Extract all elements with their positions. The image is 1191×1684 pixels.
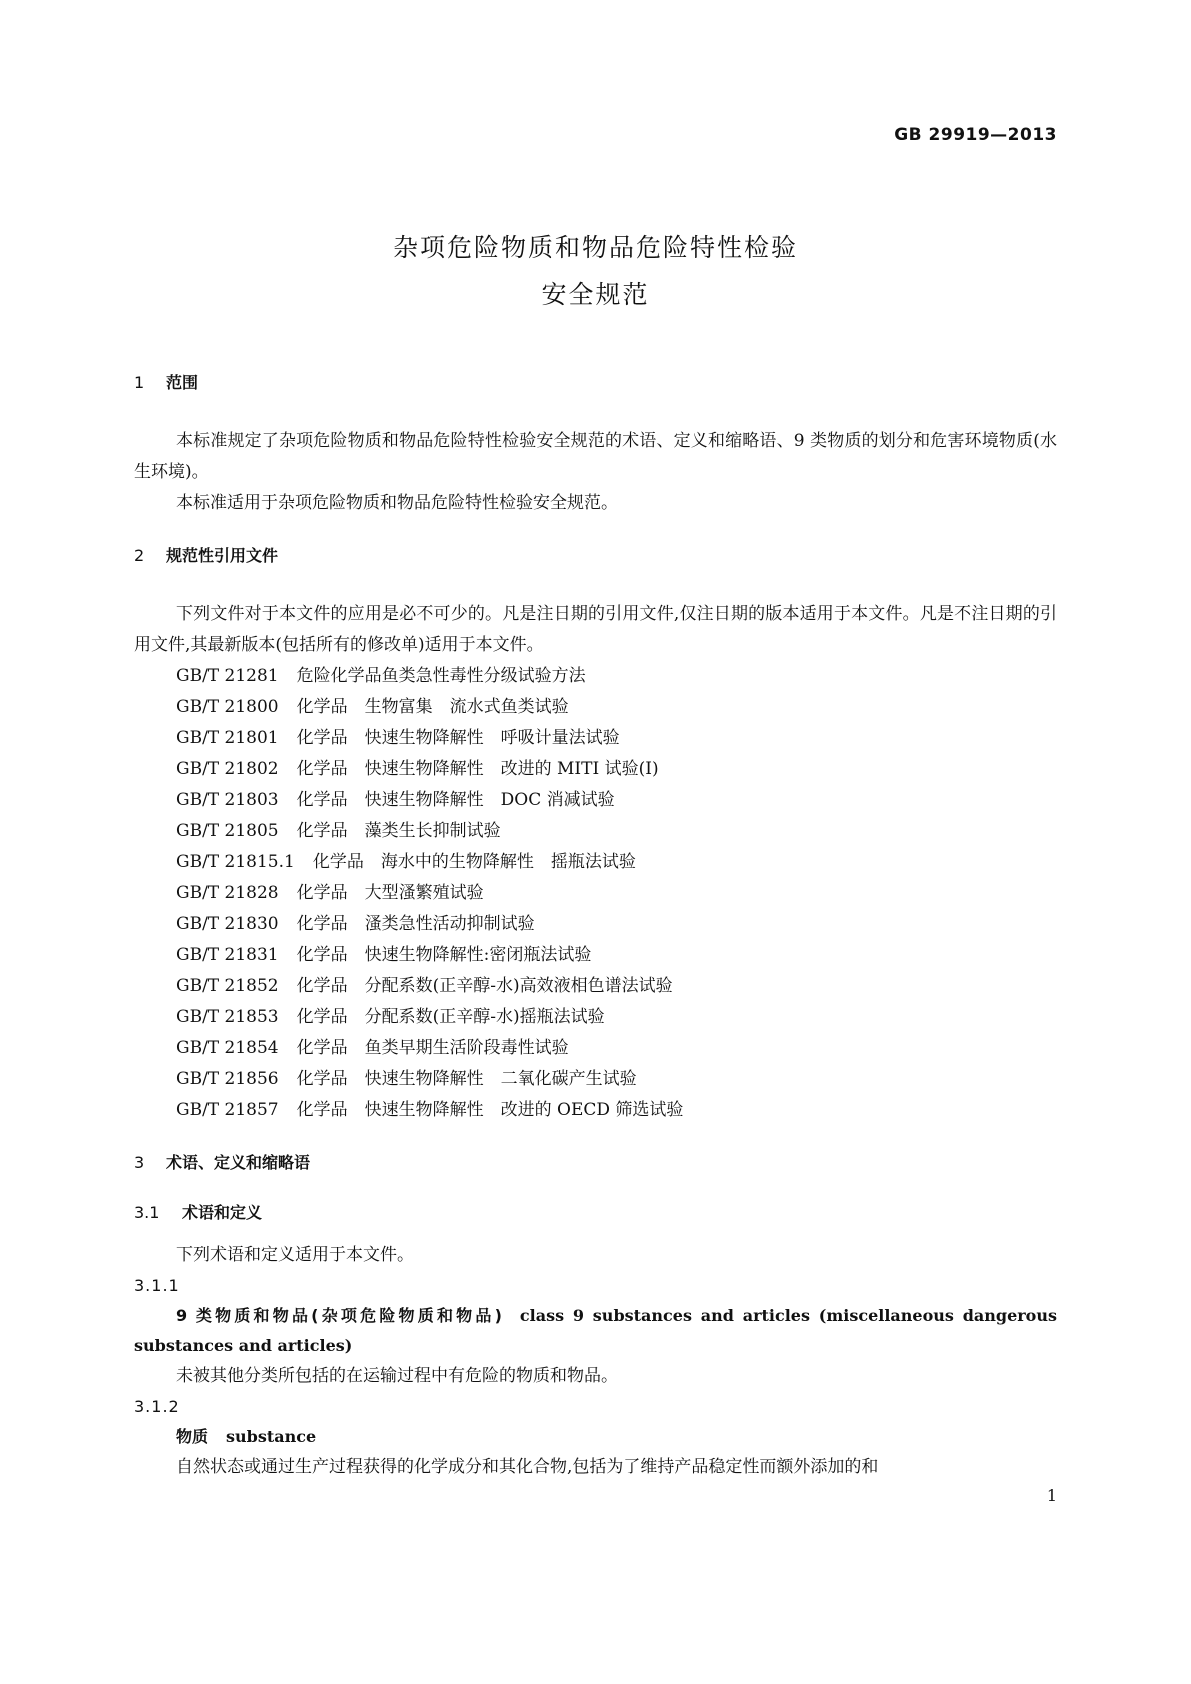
section-1-heading	[134, 370, 1057, 396]
reference-code: GB/T 21803	[176, 790, 279, 810]
reference-title: 化学品 溞类急性活动抑制试验	[296, 914, 535, 934]
reference-item	[134, 661, 1057, 692]
reference-title: 化学品 快速生物降解性 DOC 消减试验	[296, 790, 615, 810]
reference-title: 化学品 藻类生长抑制试验	[296, 821, 501, 841]
reference-code: GB/T 21805	[176, 821, 279, 841]
section-number: 2	[134, 546, 145, 565]
reference-title: 化学品 快速生物降解性 改进的 OECD 筛选试验	[296, 1100, 684, 1120]
reference-item	[134, 1064, 1057, 1095]
paragraph: 下列文件对于本文件的应用是必不可少的。凡是注日期的引用文件,仅注日期的版本适用于本文件。凡是不注日期的引用文件,其最新版本(包括所有的修改单)适用于本文件。	[134, 604, 1057, 655]
reference-item	[134, 692, 1057, 723]
reference-item	[134, 785, 1057, 816]
term-entry	[134, 1422, 1057, 1452]
section-2-heading	[134, 543, 1057, 569]
document-title-line-2: 安全规范	[541, 280, 650, 309]
section-number: 3	[134, 1153, 145, 1172]
reference-title: 化学品 海水中的生物降解性 摇瓶法试验	[312, 852, 636, 872]
section-3-heading	[134, 1150, 1057, 1176]
reference-code: GB/T 21831	[176, 945, 279, 965]
reference-title: 化学品 快速生物降解性 改进的 MITI 试验(Ⅰ)	[296, 759, 659, 779]
reference-item	[134, 754, 1057, 785]
term-chinese: 9 类物质和物品(杂项危险物质和物品)	[176, 1306, 502, 1325]
reference-code: GB/T 21815.1	[176, 852, 295, 872]
reference-item	[134, 909, 1057, 940]
subsection-title: 术语和定义	[182, 1203, 263, 1222]
paragraph: 本标准规定了杂项危险物质和物品危险特性检验安全规范的术语、定义和缩略语、9 类物质的划分和危害环境物质(水生环境)。	[134, 431, 1057, 482]
reference-item	[134, 940, 1057, 971]
reference-item	[134, 816, 1057, 847]
section-number: 1	[134, 373, 145, 392]
reference-title: 化学品 生物富集 流水式鱼类试验	[296, 697, 569, 717]
reference-item	[134, 847, 1057, 878]
subsection-3-1-heading	[134, 1200, 1057, 1226]
reference-code: GB/T 21830	[176, 914, 279, 934]
term-number: 3.1.2	[134, 1397, 180, 1416]
reference-code: GB/T 21852	[176, 976, 279, 996]
document-body	[134, 370, 1057, 1483]
reference-item	[134, 878, 1057, 909]
term-english: class 9 substances and articles (miscellaneous dangerous substances and articles)	[134, 1306, 1057, 1355]
standard-number: GB 29919—2013	[894, 125, 1057, 145]
reference-item	[134, 723, 1057, 754]
reference-title: 化学品 分配系数(正辛醇-水)高效液相色谱法试验	[296, 976, 673, 996]
reference-item	[134, 1095, 1057, 1126]
reference-title: 化学品 快速生物降解性 呼吸计量法试验	[296, 728, 620, 748]
reference-item	[134, 971, 1057, 1002]
reference-code: GB/T 21281	[176, 666, 279, 686]
reference-title: 化学品 快速生物降解性:密闭瓶法试验	[296, 945, 592, 965]
reference-list	[134, 661, 1057, 1126]
reference-title: 化学品 鱼类早期生活阶段毒性试验	[296, 1038, 569, 1058]
reference-code: GB/T 21801	[176, 728, 279, 748]
section-title: 术语、定义和缩略语	[166, 1153, 311, 1172]
section-title: 范围	[166, 373, 199, 392]
reference-code: GB/T 21856	[176, 1069, 279, 1089]
reference-code: GB/T 21854	[176, 1038, 279, 1058]
reference-code: GB/T 21828	[176, 883, 279, 903]
term-chinese: 物质	[176, 1427, 209, 1446]
term-number: 3.1.1	[134, 1276, 180, 1295]
term-english: substance	[226, 1427, 317, 1446]
reference-title: 化学品 大型溞繁殖试验	[296, 883, 484, 903]
reference-code: GB/T 21853	[176, 1007, 279, 1027]
section-title: 规范性引用文件	[166, 546, 279, 565]
term-entry	[134, 1301, 1057, 1361]
paragraph: 本标准适用于杂项危险物质和物品危险特性检验安全规范。	[176, 493, 618, 513]
term-definition: 自然状态或通过生产过程获得的化学成分和其化合物,包括为了维持产品稳定性而额外添加的和	[176, 1457, 879, 1477]
reference-code: GB/T 21800	[176, 697, 279, 717]
paragraph: 下列术语和定义适用于本文件。	[176, 1245, 414, 1265]
reference-title: 化学品 分配系数(正辛醇-水)摇瓶法试验	[296, 1007, 605, 1027]
reference-code: GB/T 21802	[176, 759, 279, 779]
reference-code: GB/T 21857	[176, 1100, 279, 1120]
term-definition: 未被其他分类所包括的在运输过程中有危险的物质和物品。	[176, 1366, 618, 1386]
document-title-line-1: 杂项危险物质和物品危险特性检验	[392, 233, 798, 262]
reference-item	[134, 1033, 1057, 1064]
page-number: 1	[1046, 1486, 1057, 1505]
reference-item	[134, 1002, 1057, 1033]
subsection-number: 3.1	[134, 1203, 160, 1222]
reference-title: 化学品 快速生物降解性 二氧化碳产生试验	[296, 1069, 637, 1089]
reference-title: 危险化学品鱼类急性毒性分级试验方法	[296, 666, 586, 686]
